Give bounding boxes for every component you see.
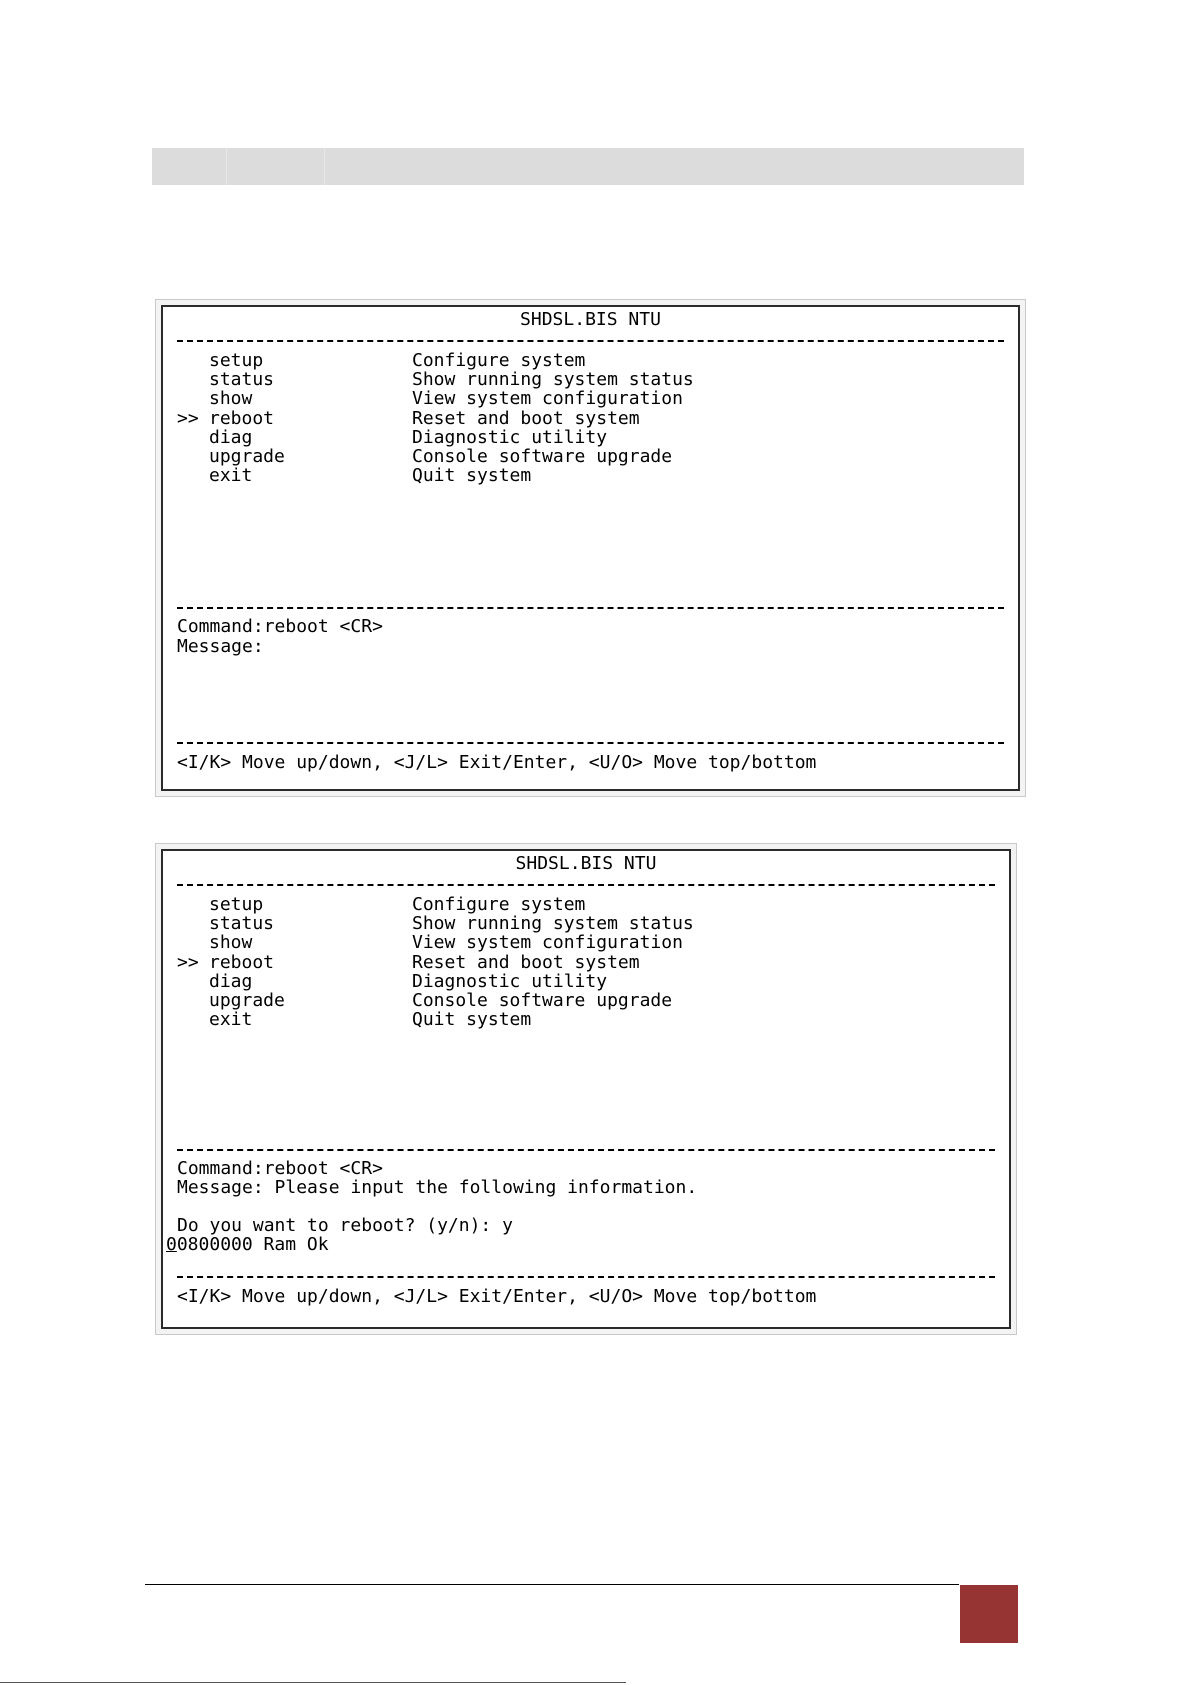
reboot-prompt: Do you want to reboot? (y/n): y bbox=[177, 1215, 513, 1236]
menu-command: upgrade bbox=[209, 446, 285, 467]
menu-description: Quit system bbox=[412, 465, 532, 487]
menu-description: Reset and boot system bbox=[412, 951, 640, 973]
bottom-rule bbox=[0, 1682, 626, 1683]
menu-command: exit bbox=[209, 1009, 253, 1031]
menu-description: Diagnostic utility bbox=[412, 426, 608, 448]
divider bbox=[177, 884, 995, 886]
menu-command: status bbox=[209, 913, 275, 935]
menu-description: Reset and boot system bbox=[412, 407, 640, 429]
menu-description: Show running system status bbox=[412, 913, 694, 935]
page-number-badge bbox=[960, 1585, 1018, 1643]
divider bbox=[177, 1276, 995, 1278]
menu-command: reboot bbox=[209, 951, 275, 973]
selection-marker: >> bbox=[177, 407, 199, 429]
message-line: Message: Please input the following information. bbox=[177, 1177, 698, 1198]
message-line: Message: bbox=[177, 636, 264, 657]
menu-description: Configure system bbox=[412, 894, 586, 915]
menu-description: Console software upgrade bbox=[412, 446, 673, 467]
divider bbox=[177, 607, 1004, 609]
ram-status-line bbox=[166, 1235, 329, 1254]
selection-marker: >> bbox=[177, 951, 199, 973]
terminal-screenshot-2 bbox=[155, 843, 1017, 1335]
menu-command: exit bbox=[209, 465, 253, 487]
header-bar-cell bbox=[152, 148, 227, 185]
menu-command: show bbox=[209, 932, 253, 954]
terminal-window bbox=[161, 305, 1020, 791]
menu-description: Diagnostic utility bbox=[412, 970, 608, 992]
menu-command: diag bbox=[209, 426, 253, 448]
header-bar-cell bbox=[227, 148, 325, 185]
divider bbox=[177, 1149, 995, 1151]
menu-command: setup bbox=[209, 350, 264, 371]
menu-command: diag bbox=[209, 970, 253, 992]
terminal-title: SHDSL.BIS NTU bbox=[515, 853, 657, 874]
menu-description: Console software upgrade bbox=[412, 990, 673, 1011]
divider bbox=[177, 340, 1004, 342]
menu-command: setup bbox=[209, 894, 264, 915]
section-header-bar bbox=[152, 148, 1024, 185]
menu-description: View system configuration bbox=[412, 388, 683, 410]
menu-command: upgrade bbox=[209, 990, 285, 1011]
command-line: Command:reboot <CR> bbox=[177, 616, 383, 637]
terminal-title: SHDSL.BIS NTU bbox=[520, 309, 661, 330]
text-cursor: 0 bbox=[166, 1234, 177, 1255]
command-line: Command:reboot <CR> bbox=[177, 1158, 383, 1179]
menu-command: show bbox=[209, 388, 253, 410]
ram-status-text: 0800000 Ram Ok bbox=[176, 1234, 329, 1255]
key-help-footer: <I/K> Move up/down, <J/L> Exit/Enter, <U/O> Move top/bottom bbox=[177, 1286, 817, 1307]
menu-description: View system configuration bbox=[412, 932, 683, 954]
menu-description: Quit system bbox=[412, 1009, 532, 1031]
terminal-screenshot-1 bbox=[155, 299, 1026, 797]
menu-description: Show running system status bbox=[412, 369, 694, 391]
menu-description: Configure system bbox=[412, 350, 586, 371]
divider bbox=[177, 742, 1004, 744]
terminal-window bbox=[161, 849, 1011, 1329]
menu-command: status bbox=[209, 369, 275, 391]
key-help-footer: <I/K> Move up/down, <J/L> Exit/Enter, <U/O> Move top/bottom bbox=[177, 752, 817, 773]
footer-rule bbox=[145, 1584, 959, 1585]
menu-command: reboot bbox=[209, 407, 275, 429]
